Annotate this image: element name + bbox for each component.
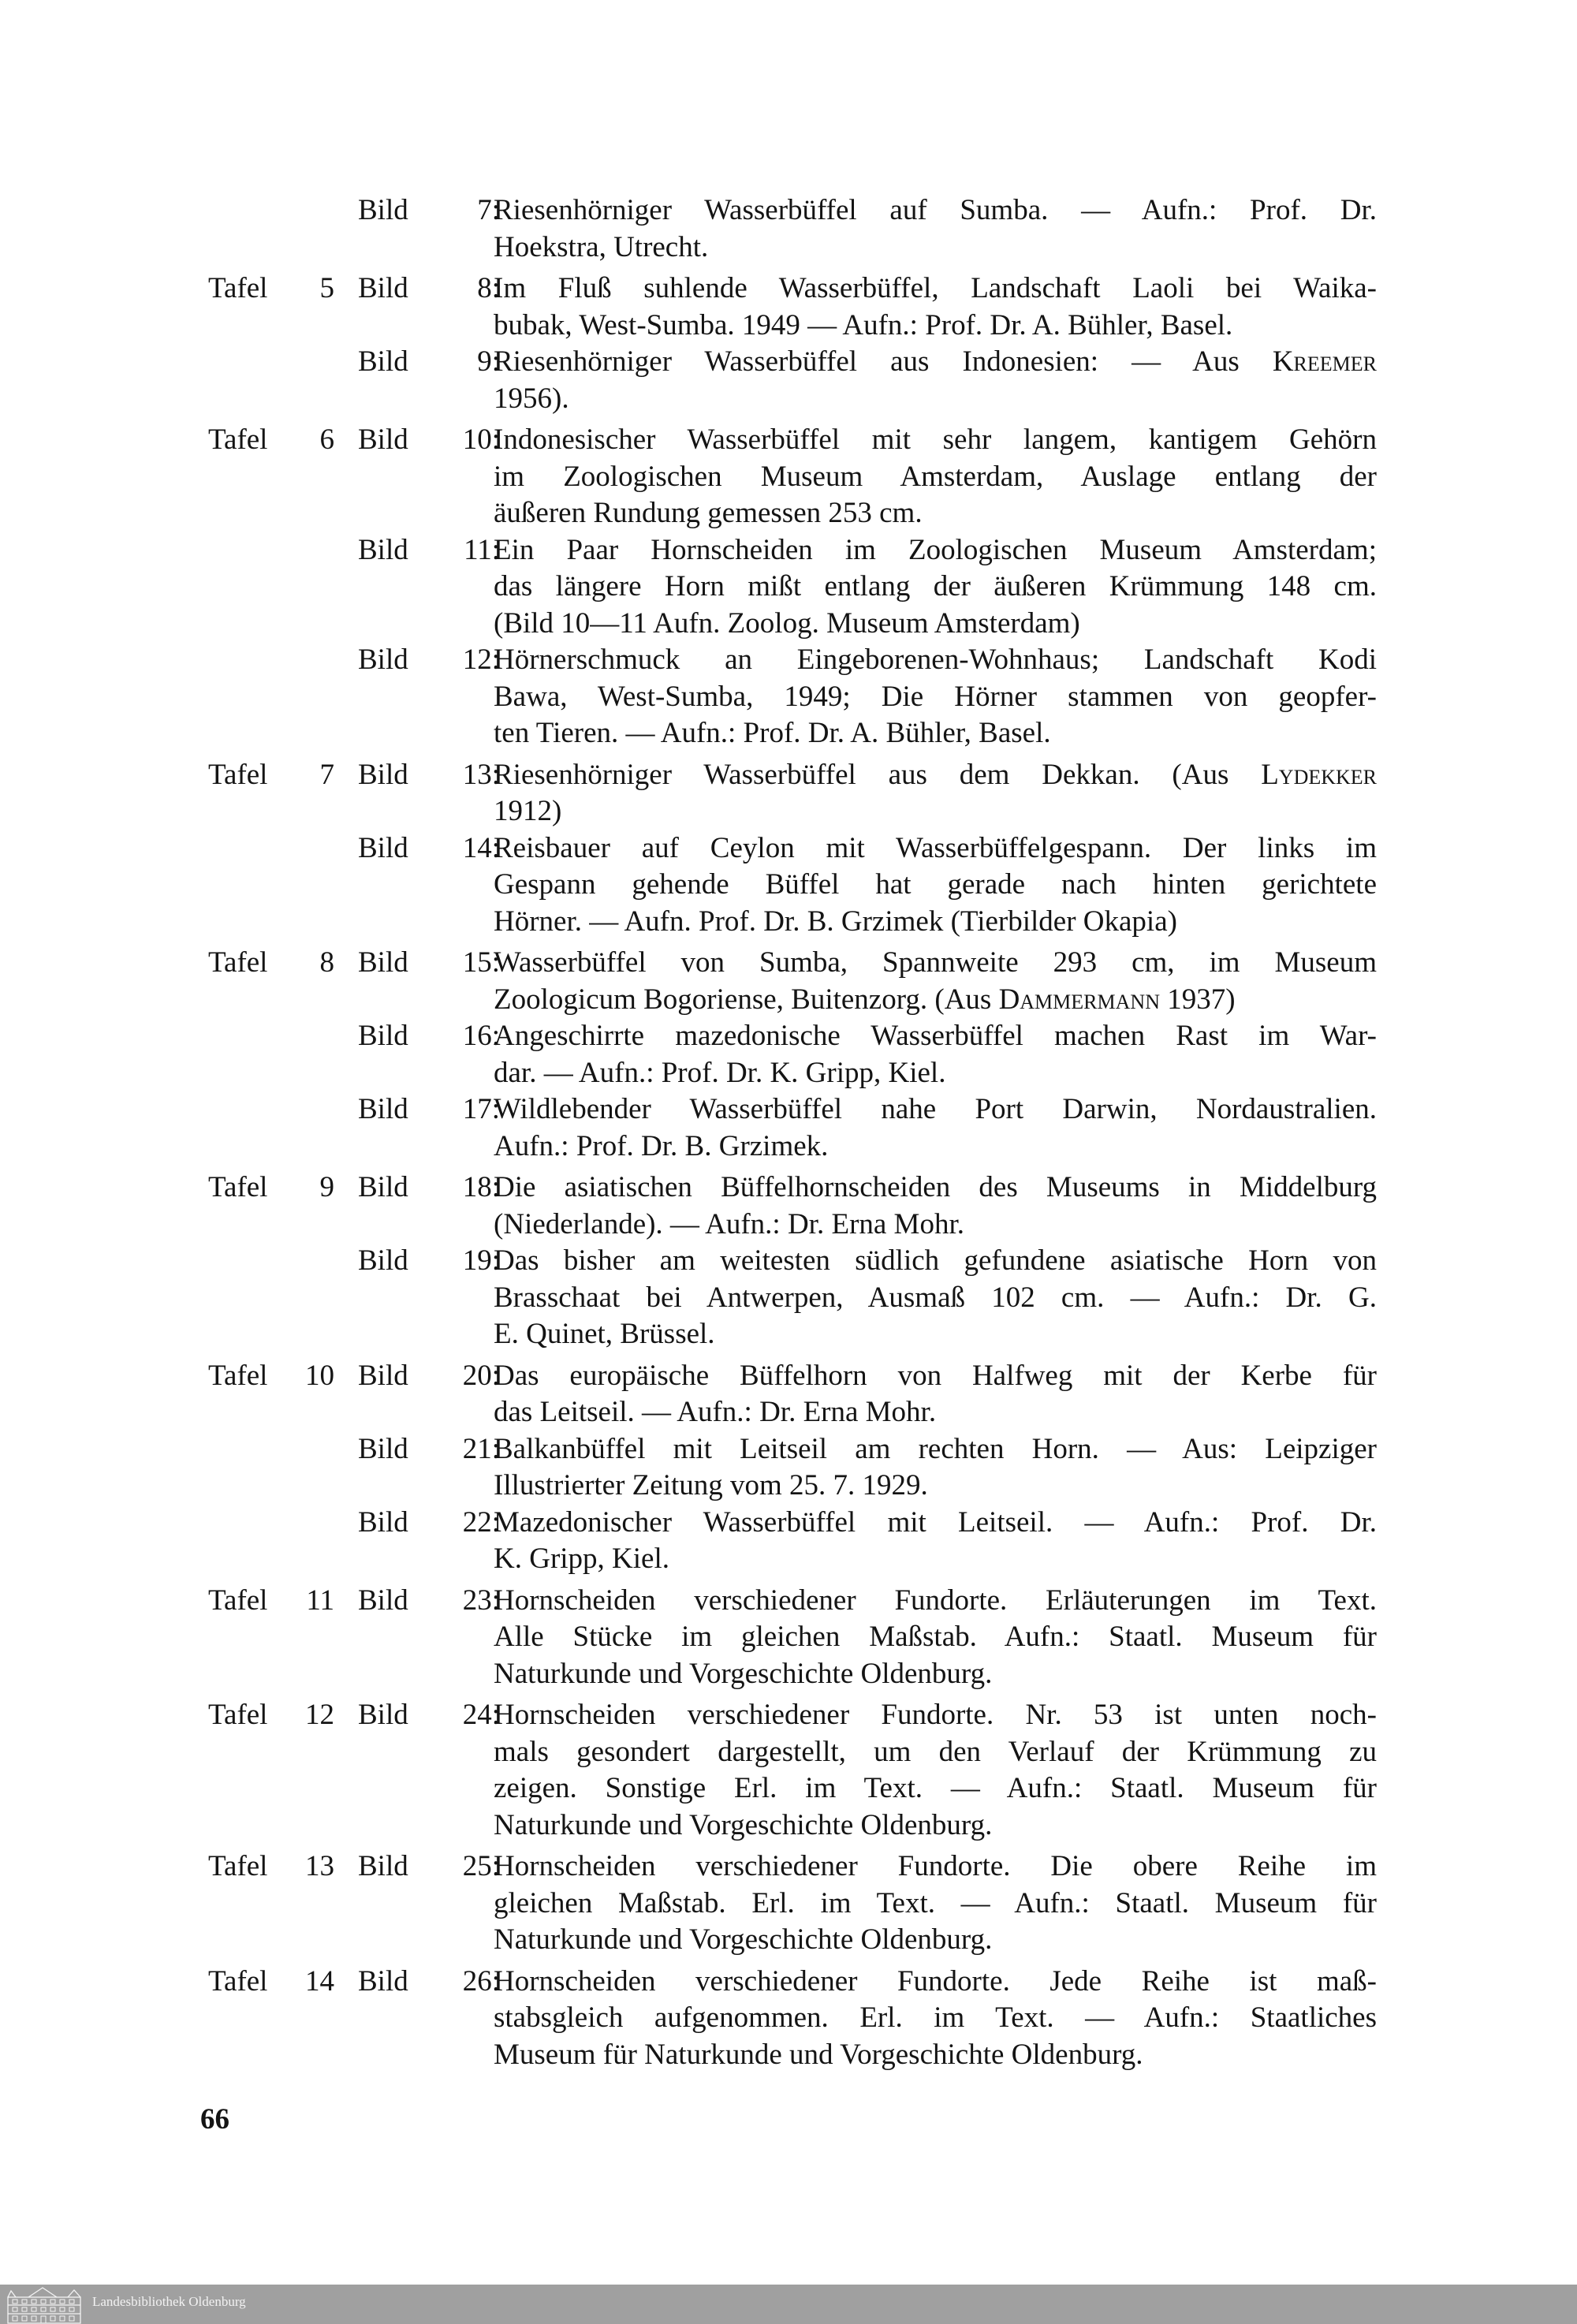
caption-entry (200, 1358, 1383, 1431)
library-building-logo-icon (5, 2286, 84, 2324)
caption-line: Aufn.: Prof. Dr. B. Grzimek. (494, 1129, 829, 1162)
caption-line: Museum für Naturkunde und Vorgeschichte Oldenburg. (494, 2038, 1143, 2071)
caption-entry (200, 830, 1383, 941)
caption-text (494, 830, 1377, 941)
caption-line (494, 982, 1377, 1019)
caption-line: Hornscheiden verschiedener Fundorte. Nr. 53 ist unten noch- (494, 1699, 1377, 1731)
plate-number: 8 (319, 946, 334, 979)
figure-word: Bild (358, 1093, 408, 1125)
caption-line: Hörnerschmuck an Eingeborenen-Wohnhaus; Landschaft Kodi (494, 643, 1377, 676)
cited-author: Dammermann (998, 983, 1160, 1016)
caption-line: das Leitseil. — Aufn.: Dr. Erna Mohr. (494, 1396, 937, 1428)
caption-line: Hoekstra, Utrecht. (494, 230, 709, 263)
plate-number: 10 (305, 1359, 334, 1392)
cited-author: Kreemer (1272, 345, 1377, 378)
caption-line: Die asiatischen Büffelhornscheiden des Museums in Middelburg (494, 1171, 1377, 1203)
figure-word: Bild (358, 1584, 408, 1617)
caption-line: Wildlebender Wasserbüffel nahe Port Darwin, Nordaustralien. (494, 1093, 1377, 1125)
caption-line: dar. — Aufn.: Prof. Dr. K. Gripp, Kiel. (494, 1056, 946, 1089)
caption-entry (200, 270, 1383, 344)
figure-word: Bild (358, 1020, 408, 1052)
library-footer-bar (0, 2285, 1577, 2324)
figure-number: 26: (462, 1964, 500, 1998)
caption-line: bubak, West-Sumba. 1949 — Aufn.: Prof. Dr. A. Bühler, Basel. (494, 308, 1233, 341)
plate-word: Tafel (208, 1171, 268, 1203)
caption-entry (200, 1505, 1383, 1578)
caption-line: Mazedonischer Wasserbüffel mit Leitseil. — Aufn.: Prof. Dr. (494, 1505, 1377, 1539)
caption-line: Hornscheiden verschiedener Fundorte. Die obere Reihe im (494, 1850, 1377, 1882)
caption-text (494, 344, 1377, 417)
caption-text (494, 1358, 1377, 1431)
figure-number: 7: (477, 194, 500, 226)
caption-text-segment: Riesenhörniger Wasserbüffel aus Indonesien: — Aus (494, 345, 1273, 378)
caption-text (494, 1091, 1377, 1165)
figure-word: Bild (358, 1850, 408, 1882)
caption-text (494, 192, 1377, 266)
caption-text (494, 642, 1377, 752)
figure-number: 23: (462, 1584, 500, 1617)
figure-number: 9: (477, 345, 500, 378)
figure-number: 13: (462, 758, 500, 791)
figure-number: 15: (462, 946, 500, 979)
page-number: 66 (200, 2103, 229, 2136)
caption-line: äußeren Rundung gemessen 253 cm. (494, 497, 923, 529)
figure-number: 8: (477, 272, 500, 304)
figure-number: 14: (462, 831, 500, 864)
caption-line: Riesenhörniger Wasserbüffel auf Sumba. — Aufn.: Prof. Dr. (494, 194, 1377, 226)
plate-word: Tafel (208, 946, 268, 979)
caption-text (494, 1243, 1377, 1353)
figure-word: Bild (358, 1244, 408, 1277)
caption-entry (200, 1697, 1383, 1844)
caption-line: im Zoologischen Museum Amsterdam, Auslage entlang der (494, 460, 1377, 493)
caption-line: Im Fluß suhlende Wasserbüffel, Landschaft Laoli bei Waika- (494, 272, 1377, 304)
caption-text-segment: Riesenhörniger Wasserbüffel aus dem Dekkan. (Aus (494, 758, 1262, 791)
caption-entry (200, 642, 1383, 752)
caption-line: 1956). (494, 382, 569, 415)
caption-entry (200, 344, 1383, 417)
plate-word: Tafel (208, 423, 268, 456)
caption-line: Hornscheiden verschiedener Fundorte. Jede Reihe ist maß- (494, 1964, 1377, 1998)
figure-word: Bild (358, 946, 408, 979)
caption-line: Naturkunde und Vorgeschichte Oldenburg. (494, 1808, 993, 1841)
plate-word: Tafel (208, 272, 268, 304)
figure-word: Bild (358, 758, 408, 791)
figure-word: Bild (358, 643, 408, 676)
caption-text (494, 270, 1377, 344)
caption-text (494, 532, 1377, 643)
caption-line: Balkanbüffel mit Leitseil am rechten Horn. — Aus: Leipziger (494, 1432, 1377, 1465)
figure-word: Bild (358, 1171, 408, 1203)
figure-number: 22: (462, 1505, 500, 1539)
caption-line: Indonesischer Wasserbüffel mit sehr langem, kantigem Gehörn (494, 423, 1377, 456)
caption-line (494, 344, 1377, 381)
caption-entry (200, 532, 1383, 643)
caption-line: Das europäische Büffelhorn von Halfweg mit der Kerbe für (494, 1359, 1377, 1392)
caption-line: Wasserbüffel von Sumba, Spannweite 293 cm, im Museum (494, 946, 1377, 979)
figure-number: 12: (462, 643, 500, 676)
caption-line: Reisbauer auf Ceylon mit Wasserbüffelgespann. Der links im (494, 831, 1377, 864)
caption-entry (200, 1091, 1383, 1165)
caption-line: mals gesondert dargestellt, um den Verlauf der Krümmung zu (494, 1735, 1377, 1768)
caption-line: Das bisher am weitesten südlich gefundene asiatische Horn von (494, 1244, 1377, 1277)
figure-word: Bild (358, 1432, 408, 1465)
plate-number: 9 (319, 1171, 334, 1203)
caption-line: stabsgleich aufgenommen. Erl. im Text. — Aufn.: Staatliches (494, 2001, 1377, 2034)
caption-entry (200, 192, 1383, 266)
figure-number: 10: (462, 423, 500, 456)
caption-line: gleichen Maßstab. Erl. im Text. — Aufn.: Staatl. Museum für (494, 1886, 1377, 1919)
caption-line: Naturkunde und Vorgeschichte Oldenburg. (494, 1923, 993, 1956)
caption-line: Angeschirrte mazedonische Wasserbüffel machen Rast im War- (494, 1020, 1377, 1052)
caption-text (494, 1431, 1377, 1505)
figure-number: 18: (462, 1171, 500, 1203)
caption-line: Hörner. — Aufn. Prof. Dr. B. Grzimek (Tierbilder Okapia) (494, 905, 1177, 938)
plate-number: 5 (319, 272, 334, 304)
plate-number: 13 (305, 1850, 334, 1882)
caption-line: ten Tieren. — Aufn.: Prof. Dr. A. Bühler, Basel. (494, 717, 1051, 749)
figure-number: 20: (462, 1359, 500, 1392)
caption-line: (Bild 10—11 Aufn. Zoolog. Museum Amsterdam) (494, 606, 1080, 640)
cited-author: Lydekker (1261, 758, 1377, 791)
caption-entry (200, 1848, 1383, 1959)
caption-text (494, 945, 1377, 1018)
figure-word: Bild (358, 533, 408, 566)
caption-list (200, 192, 1383, 2073)
caption-text (494, 1018, 1377, 1091)
caption-line: zeigen. Sonstige Erl. im Text. — Aufn.: Staatl. Museum für (494, 1772, 1377, 1804)
caption-entry (200, 945, 1383, 1018)
figure-word: Bild (358, 1505, 408, 1539)
caption-entry (200, 1431, 1383, 1505)
plate-word: Tafel (208, 1584, 268, 1617)
plate-word: Tafel (208, 1850, 268, 1882)
caption-line: K. Gripp, Kiel. (494, 1542, 669, 1575)
caption-text (494, 757, 1377, 830)
caption-text (494, 1848, 1377, 1959)
figure-word: Bild (358, 272, 408, 304)
caption-entry (200, 1169, 1383, 1243)
plate-word: Tafel (208, 1964, 268, 1998)
figure-number: 11: (464, 533, 500, 566)
figure-word: Bild (358, 831, 408, 864)
library-name: Landesbibliothek Oldenburg (92, 2294, 246, 2309)
caption-line: Illustrierter Zeitung vom 25. 7. 1929. (494, 1469, 928, 1501)
caption-entry (200, 1243, 1383, 1353)
figure-number: 21: (462, 1432, 500, 1465)
figure-word: Bild (358, 194, 408, 226)
figure-word: Bild (358, 1699, 408, 1731)
plate-number: 7 (319, 758, 334, 791)
figure-number: 25: (462, 1850, 500, 1882)
caption-entry (200, 1018, 1383, 1091)
caption-text (494, 1169, 1377, 1243)
caption-entry (200, 1583, 1383, 1693)
caption-line: das längere Horn mißt entlang der äußeren Krümmung 148 cm. (494, 570, 1377, 602)
caption-text-segment: Zoologicum Bogoriense, Buitenzorg. (Aus (494, 983, 999, 1016)
caption-entry (200, 757, 1383, 830)
caption-line (494, 757, 1377, 794)
plate-word: Tafel (208, 758, 268, 791)
plate-word: Tafel (208, 1699, 268, 1731)
caption-line: Alle Stücke im gleichen Maßstab. Aufn.: Staatl. Museum für (494, 1621, 1377, 1653)
figure-word: Bild (358, 423, 408, 456)
figure-word: Bild (358, 1359, 408, 1392)
plate-number: 11 (306, 1584, 334, 1617)
caption-line: Naturkunde und Vorgeschichte Oldenburg. (494, 1657, 993, 1690)
caption-line: Brasschaat bei Antwerpen, Ausmaß 102 cm. — Aufn.: Dr. G. (494, 1281, 1377, 1314)
caption-line: E. Quinet, Brüssel. (494, 1318, 715, 1350)
caption-text (494, 1505, 1377, 1578)
caption-line: 1912) (494, 795, 562, 827)
plate-number: 14 (305, 1964, 334, 1998)
caption-entry (200, 422, 1383, 532)
caption-entry (200, 1964, 1383, 2074)
caption-line: Gespann gehende Büffel hat gerade nach hinten gerichtete (494, 868, 1377, 901)
caption-line: Ein Paar Hornscheiden im Zoologischen Museum Amsterdam; (494, 533, 1377, 566)
figure-number: 19: (462, 1244, 500, 1277)
plate-number: 12 (305, 1699, 334, 1731)
caption-text-segment: 1937) (1159, 983, 1236, 1016)
figure-word: Bild (358, 1964, 408, 1998)
caption-text (494, 1964, 1377, 2074)
caption-line: (Niederlande). — Aufn.: Dr. Erna Mohr. (494, 1207, 964, 1240)
figure-word: Bild (358, 345, 408, 378)
caption-line: Bawa, West-Sumba, 1949; Die Hörner stammen von geopfer- (494, 680, 1377, 713)
plate-number: 6 (319, 423, 334, 456)
caption-line: Hornscheiden verschiedener Fundorte. Erläuterungen im Text. (494, 1584, 1377, 1617)
caption-text (494, 1583, 1377, 1693)
figure-number: 24: (462, 1699, 500, 1731)
caption-text (494, 422, 1377, 532)
figure-number: 17: (462, 1093, 500, 1125)
caption-text (494, 1697, 1377, 1844)
plate-word: Tafel (208, 1359, 268, 1392)
figure-number: 16: (462, 1020, 500, 1052)
